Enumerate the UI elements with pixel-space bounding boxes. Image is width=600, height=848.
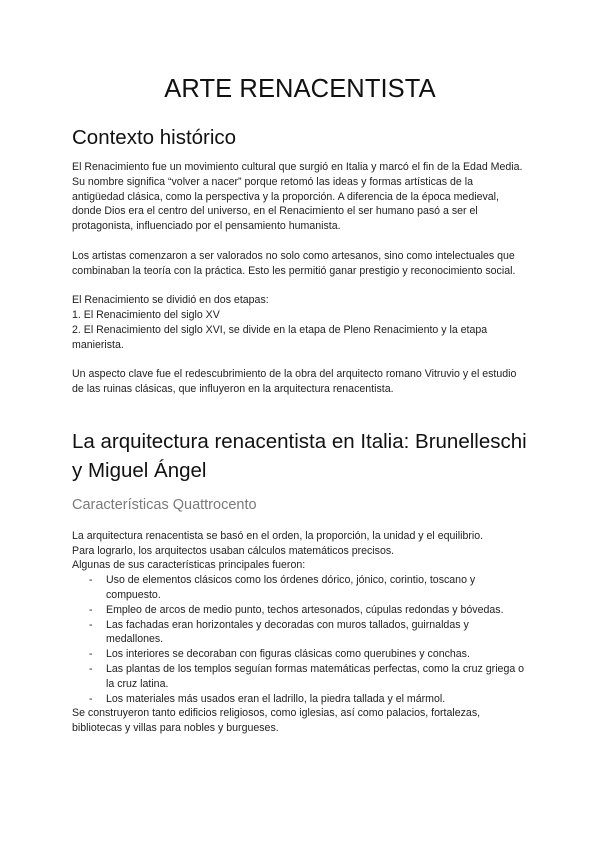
list-item [89, 618, 528, 648]
paragraph-etapa-2: 2. El Renacimiento del siglo XVI, se divide en la etapa de Pleno Renacimiento y la etapa manierista. [72, 323, 488, 351]
list-item [89, 692, 528, 707]
list-item [89, 647, 528, 662]
section-heading-arquitectura: La arquitectura renacentista en Italia: Brunelleschi y Miguel Ángel [72, 429, 527, 482]
subheading-quattrocento: Características Quattrocento [72, 496, 257, 513]
paragraph-arquitectura-1: La arquitectura renacentista se basó en el orden, la proporción, la unidad y el equilibrio. [72, 529, 484, 542]
paragraph-arquitectura-2: Para lograrlo, los arquitectos usaban cálculos matemáticos precisos. [72, 544, 395, 557]
paragraph-contexto-2: Los artistas comenzaron a ser valorados no solo como artesanos, sino como intelectuales que combinaban la teoría con la práctica. Esto les permitió ganar prestigio y reconocimiento social. [72, 249, 516, 277]
list-item-text: Los materiales más usados eran el ladrillo, la piedra tallada y el mármol. [106, 692, 446, 705]
list-item [89, 603, 528, 618]
list-item-text: Los interiores se decoraban con figuras clásicas como querubines y conchas. [106, 648, 470, 661]
paragraph-vitruvio: Un aspecto clave fue el redescubrimiento de la obra del arquitecto romano Vitruvio y el estudio de las ruinas clásicas, que influyeron en la arquitectura renacentista. [72, 368, 517, 395]
paragraph-arquitectura-3: Algunas de sus características principales fueron: [72, 559, 306, 572]
list-dash: - [89, 603, 93, 616]
list-dash: - [89, 692, 93, 705]
list-item-text: Empleo de arcos de medio punto, techos artesonados, cúpulas redondas y bóvedas. [106, 603, 504, 616]
section-heading-contexto: Contexto histórico [72, 126, 237, 149]
characteristics-list [72, 573, 528, 706]
list-item-text: Uso de elementos clásicos como los órdenes dórico, jónico, corintio, toscano y compuesto. [106, 574, 476, 601]
list-dash: - [89, 662, 93, 675]
list-dash: - [89, 574, 93, 587]
list-item [89, 662, 528, 692]
paragraph-etapas-intro: El Renacimiento se dividió en dos etapas: [72, 294, 269, 307]
list-item-text: Las fachadas eran horizontales y decoradas con muros tallados, guirnaldas y medallones. [106, 618, 469, 646]
list-item-text: Las plantas de los templos seguían formas matemáticas perfectas, como la cruz griega o la cruz latina. [106, 662, 525, 690]
paragraph-closing: Se construyeron tanto edificios religiosos, como iglesias, así como palacios, fortalezas, bibliotecas y villas para nobles y burgueses. [72, 707, 481, 735]
document-title: ARTE RENACENTISTA [164, 75, 436, 103]
list-item [89, 573, 528, 603]
paragraph-etapa-1: 1. El Renacimiento del siglo XV [72, 308, 220, 321]
paragraph-contexto-1: El Renacimiento fue un movimiento cultural que surgió en Italia y marcó el fin de la Edad Media. Su nombre significa “volver a nacer” porque retomó las ideas y formas artísticas de la antigüedad clásica, como la perspectiva y la proporción. A diferencia de la época medieval, donde Dios era el centro del universo, en el Renacimiento el ser humano pasó a ser el protagonista, influenciado por el pensamiento humanista. [72, 161, 523, 233]
list-dash: - [89, 618, 93, 631]
list-dash: - [89, 648, 93, 661]
